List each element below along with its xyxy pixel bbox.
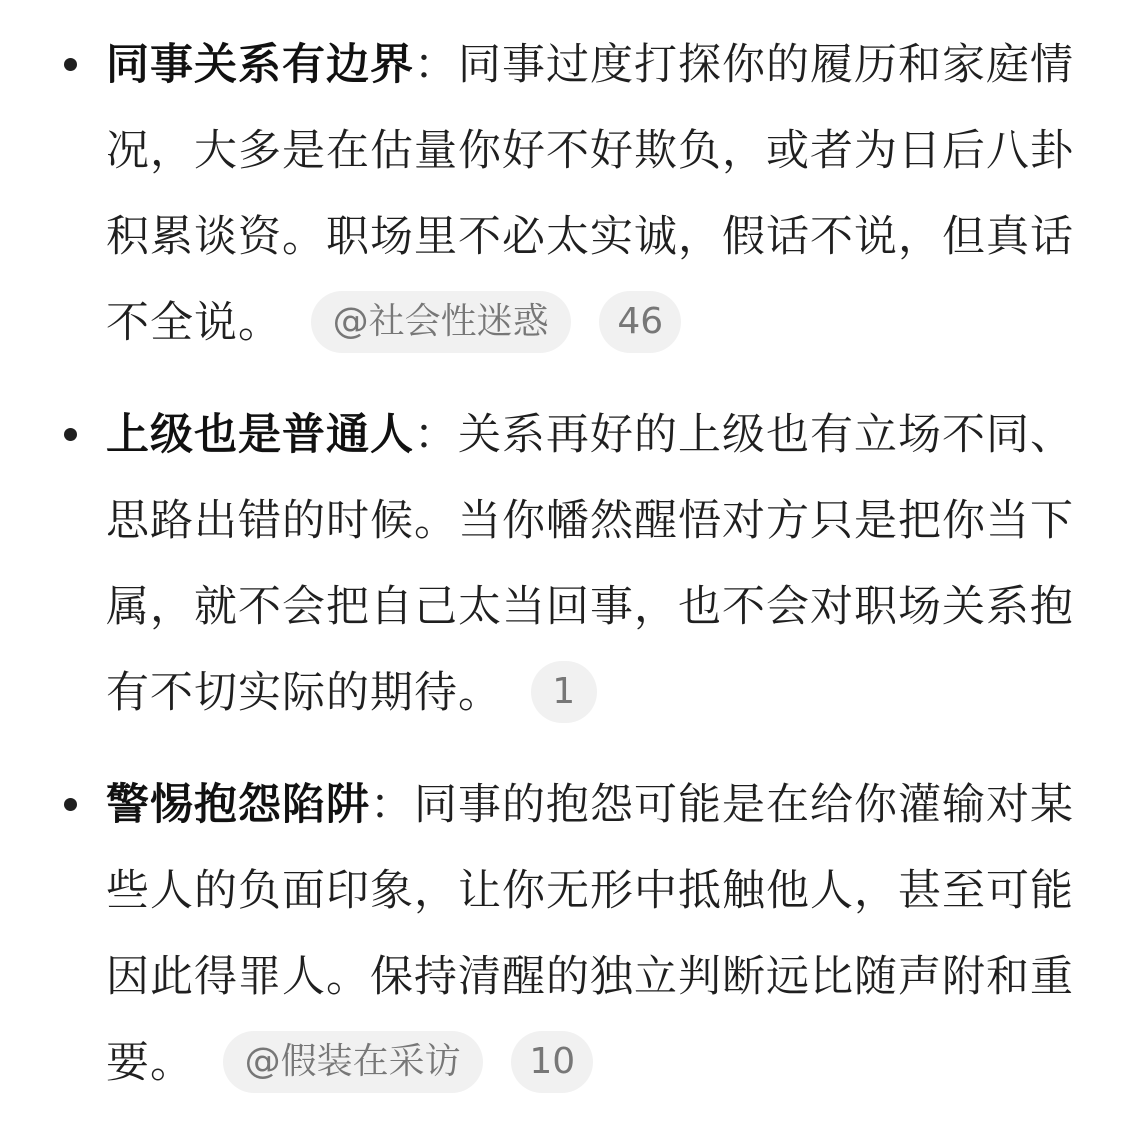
bullet-dot: [64, 798, 77, 811]
title-separator: ：: [370, 780, 414, 830]
reference-count-chip[interactable]: 1: [531, 661, 597, 723]
item-title: 警惕抱怨陷阱: [106, 780, 370, 830]
item-title: 上级也是普通人: [106, 410, 414, 460]
item-body: 同事过度打探你的履历和家庭情况，大多是在估量你好不好欺负，或者为日后八卦积累谈资。职场里不必太实诚，假话不说，但真话不全说。: [106, 40, 1074, 348]
bullet-list: [0, 22, 1140, 1132]
list-item: [0, 762, 1140, 1106]
reference-count-chip[interactable]: 46: [599, 291, 681, 353]
bullet-dot: [64, 428, 77, 441]
item-title: 同事关系有边界: [106, 40, 414, 90]
title-separator: ：: [414, 40, 458, 90]
list-item: [0, 392, 1140, 736]
item-body: 关系再好的上级也有立场不同、思路出错的时候。当你幡然醒悟对方只是把你当下属，就不会把自己太当回事，也不会对职场关系抱有不切实际的期待。: [106, 410, 1074, 718]
bullet-dot: [64, 58, 77, 71]
author-tag-chip[interactable]: @假装在采访: [223, 1031, 483, 1093]
author-tag-chip[interactable]: @社会性迷惑: [311, 291, 571, 353]
reference-count-chip[interactable]: 10: [511, 1031, 593, 1093]
list-item: [0, 22, 1140, 366]
title-separator: ：: [414, 410, 458, 460]
item-body: 同事的抱怨可能是在给你灌输对某些人的负面印象，让你无形中抵触他人，甚至可能因此得罪人。保持清醒的独立判断远比随声附和重要。: [106, 780, 1074, 1088]
